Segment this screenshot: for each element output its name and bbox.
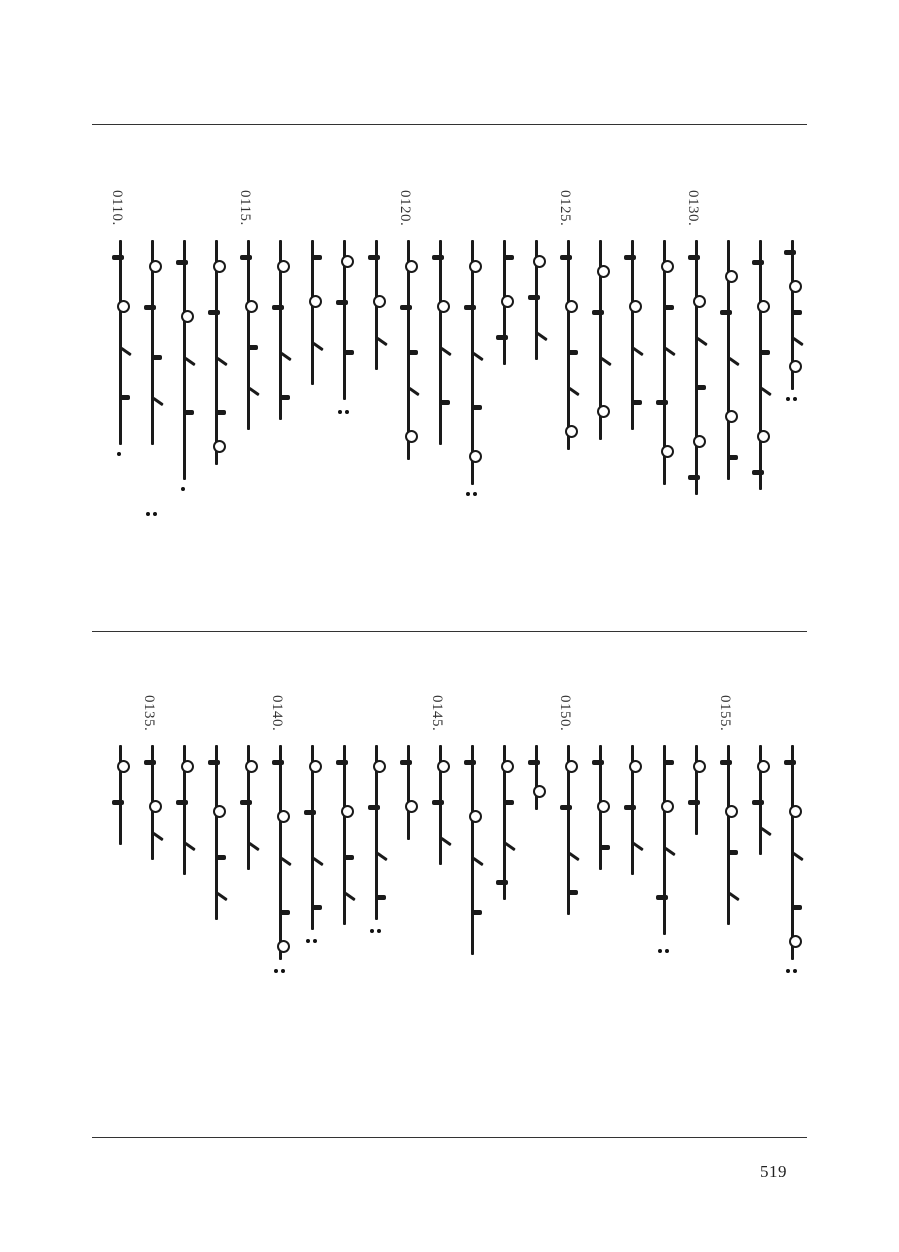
mongolian-script-line — [396, 745, 420, 840]
entry-number: 0125. — [557, 190, 573, 227]
mongolian-script-line — [140, 745, 164, 860]
entry-number: 0155. — [717, 695, 733, 732]
mongolian-script-line — [108, 240, 132, 445]
mongolian-script-line — [556, 745, 580, 915]
sentence-end-mark — [272, 967, 288, 981]
mongolian-script-line — [716, 240, 740, 480]
entry-number: 0120. — [397, 190, 413, 227]
mongolian-script-line — [492, 240, 516, 365]
mongolian-script-line — [524, 240, 548, 360]
mongolian-script-line — [236, 240, 260, 430]
question-mark — [112, 450, 128, 464]
top-rule — [92, 124, 807, 125]
mongolian-script-line — [396, 240, 420, 460]
sentence-end-mark — [304, 937, 320, 951]
mongolian-script-line — [748, 240, 772, 490]
mongolian-script-line — [524, 745, 548, 810]
mongolian-script-line — [684, 240, 708, 495]
entry-number: 0140. — [269, 695, 285, 732]
mongolian-script-line — [268, 745, 292, 960]
mongolian-script-line — [460, 240, 484, 485]
mongolian-script-line — [300, 745, 324, 930]
entry-number: 0130. — [685, 190, 701, 227]
upper-text-block — [92, 190, 807, 500]
mongolian-script-line — [140, 240, 164, 445]
mongolian-script-line — [300, 240, 324, 385]
mongolian-script-line — [556, 240, 580, 450]
mongolian-script-line — [588, 240, 612, 440]
mongolian-script-line — [108, 745, 132, 845]
mongolian-script-line — [716, 745, 740, 925]
middle-rule — [92, 631, 807, 632]
mongolian-script-line — [172, 745, 196, 875]
mongolian-script-line — [780, 745, 804, 960]
question-mark — [176, 485, 192, 499]
mongolian-script-line — [460, 745, 484, 955]
entry-number: 0110. — [109, 190, 125, 226]
sentence-end-mark — [368, 927, 384, 941]
mongolian-script-line — [684, 745, 708, 835]
entry-number: 0145. — [429, 695, 445, 732]
mongolian-script-line — [332, 240, 356, 400]
mongolian-script-line — [364, 745, 388, 920]
mongolian-script-line — [364, 240, 388, 370]
mongolian-script-line — [204, 240, 228, 465]
mongolian-script-line — [428, 240, 452, 445]
entry-number: 0135. — [141, 695, 157, 732]
mongolian-script-line — [620, 240, 644, 430]
bottom-rule — [92, 1137, 807, 1138]
mongolian-script-line — [332, 745, 356, 925]
mongolian-script-line — [268, 240, 292, 420]
sentence-end-mark — [464, 490, 480, 504]
sentence-end-mark — [784, 967, 800, 981]
sentence-end-mark — [656, 947, 672, 961]
mongolian-script-line — [620, 745, 644, 875]
entry-number: 0115. — [237, 190, 253, 226]
mongolian-script-line — [588, 745, 612, 870]
lower-text-block — [92, 695, 807, 985]
sentence-end-mark — [144, 510, 160, 524]
page-number: 519 — [760, 1162, 787, 1181]
mongolian-script-line — [428, 745, 452, 865]
mongolian-script-line — [780, 240, 804, 390]
mongolian-script-line — [748, 745, 772, 855]
sentence-end-mark — [784, 395, 800, 409]
entry-number: 0150. — [557, 695, 573, 732]
mongolian-script-line — [172, 240, 196, 480]
mongolian-script-line — [652, 745, 676, 935]
mongolian-script-line — [652, 240, 676, 485]
mongolian-script-line — [492, 745, 516, 900]
sentence-end-mark — [336, 408, 352, 422]
mongolian-script-line — [236, 745, 260, 870]
mongolian-script-line — [204, 745, 228, 920]
